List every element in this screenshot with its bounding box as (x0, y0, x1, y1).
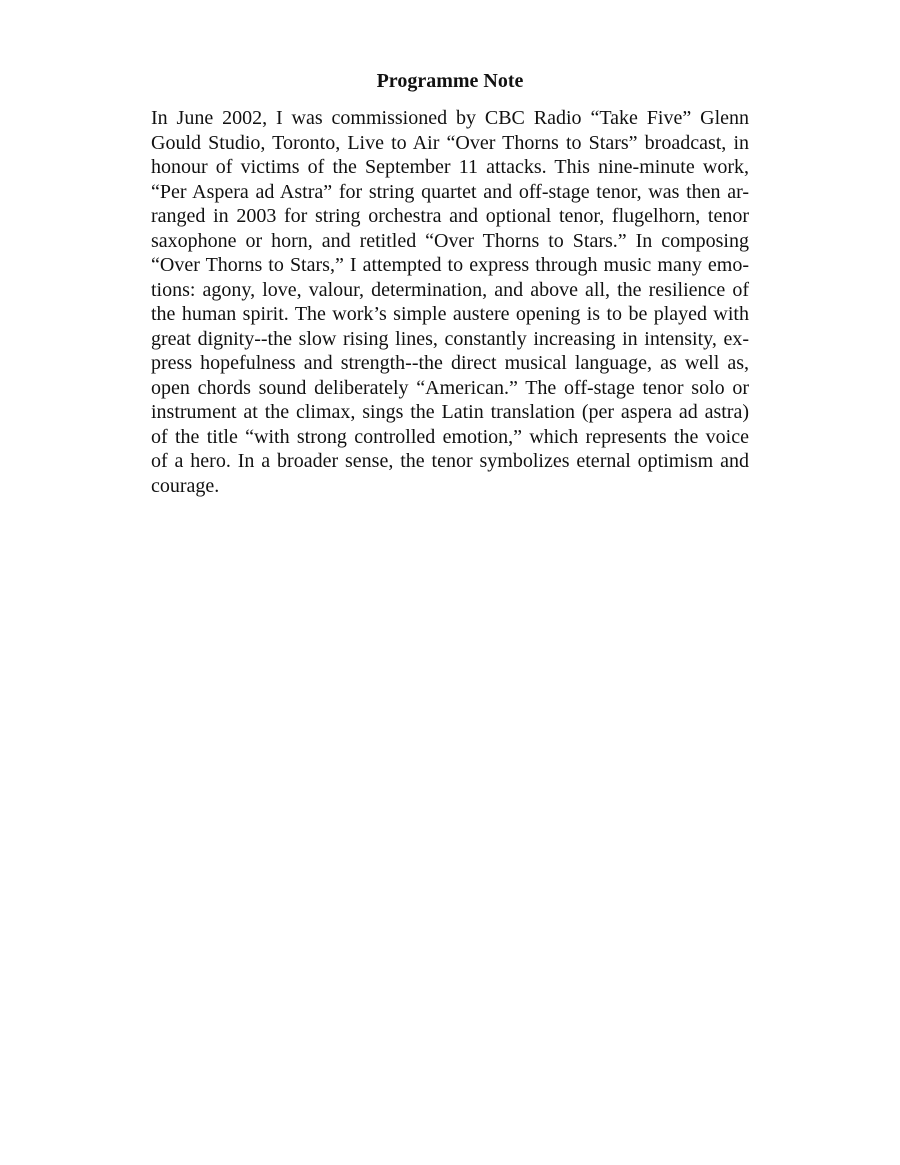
paragraph-line: In June 2002, I was commissioned by CBC Radio “Take Five” Glenn (151, 107, 749, 129)
paragraph-line: saxophone or horn, and retitled “Over Thorns to Stars.” In composing (151, 229, 749, 252)
paragraph-line: great dignity--the slow rising lines, constantly increasing in intensity, ex- (151, 327, 749, 350)
paragraph-line: open chords sound deliberately “American.” The off-stage tenor solo or (151, 376, 749, 399)
paragraph-line: of a hero. In a broader sense, the tenor symbolizes eternal optimism and (151, 450, 749, 472)
paragraph-line: tions: agony, love, valour, determination, and above all, the resilience of (151, 278, 749, 301)
paragraph-line: the human spirit. The work’s simple austere opening is to be played with (151, 303, 749, 325)
paragraph-line: courage. (151, 474, 220, 497)
page-title: Programme Note (376, 70, 524, 92)
paragraph-line: “Over Thorns to Stars,” I attempted to express through music many emo- (151, 254, 749, 276)
paragraph-line: instrument at the climax, sings the Latin translation (per aspera ad astra) (151, 401, 749, 423)
paragraph-line: ranged in 2003 for string orchestra and optional tenor, flugelhorn, tenor (151, 205, 749, 227)
paragraph-line: press hopefulness and strength--the direct musical language, as well as, (151, 352, 749, 374)
programme-note-paragraph (151, 106, 749, 498)
paragraph-line: honour of victims of the September 11 attacks. This nine-minute work, (151, 156, 749, 178)
paragraph-line: Gould Studio, Toronto, Live to Air “Over Thorns to Stars” broadcast, in (151, 131, 749, 154)
paragraph-line: of the title “with strong controlled emotion,” which represents the voice (151, 425, 749, 448)
paragraph-line: “Per Aspera ad Astra” for string quartet and off-stage tenor, was then ar- (151, 180, 749, 203)
